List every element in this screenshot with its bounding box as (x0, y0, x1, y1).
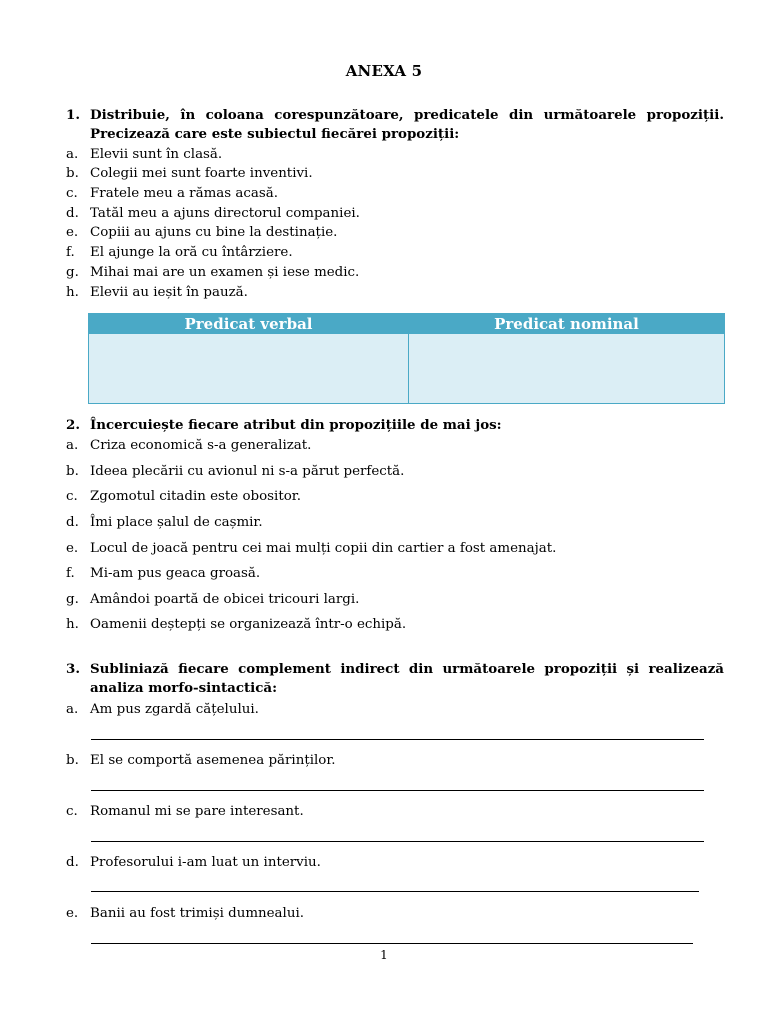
item-letter: g. (66, 265, 79, 280)
list-item (66, 145, 222, 164)
item-text: Locul de joacă pentru cei mai mulți copii din cartier a fost amenajat. (90, 541, 557, 556)
item-letter: d. (66, 855, 79, 870)
item-letter: d. (66, 206, 79, 221)
item-letter: d. (66, 515, 79, 530)
item-letter: e. (66, 541, 79, 556)
item-letter: f. (66, 566, 75, 581)
list-item (66, 223, 337, 242)
item-text: Profesorului i-am luat un interviu. (90, 855, 321, 870)
table-header (89, 314, 724, 334)
list-item (66, 204, 360, 223)
item-text: Îmi place șalul de cașmir. (90, 515, 263, 530)
exercise-number: 1. (66, 107, 80, 123)
item-letter: c. (66, 186, 78, 201)
list-item (66, 462, 404, 481)
list-item (66, 283, 248, 302)
item-letter: h. (66, 617, 79, 632)
item-text: Colegii mei sunt foarte inventivi. (90, 166, 313, 181)
list-item (66, 564, 260, 583)
item-letter: a. (66, 702, 79, 717)
exercise-prompt: Subliniază fiecare complement indirect din următoarele propoziții și realizează analiza morfo-sintactică: (90, 661, 724, 696)
item-text: Tatăl meu a ajuns directorul companiei. (90, 206, 360, 221)
answer-cell-nominal[interactable] (409, 334, 724, 403)
item-letter: f. (66, 245, 75, 260)
list-item (66, 539, 556, 558)
exercise-number: 2. (66, 417, 80, 433)
item-letter: b. (66, 464, 79, 479)
item-text: Romanul mi se pare interesant. (90, 804, 304, 819)
item-text: Criza economică s-a generalizat. (90, 438, 312, 453)
answer-line[interactable] (91, 943, 693, 944)
exercise-number: 3. (66, 661, 80, 677)
list-item (66, 164, 313, 183)
list-item (66, 263, 359, 282)
list-item (66, 590, 359, 609)
item-letter: c. (66, 489, 78, 504)
item-text: Zgomotul citadin este obositor. (90, 489, 301, 504)
list-item (66, 487, 301, 506)
page-number: 1 (380, 948, 388, 962)
list-item (66, 802, 304, 821)
answer-line[interactable] (91, 891, 699, 892)
table-body (89, 334, 724, 403)
item-text: Am pus zgardă cățelului. (90, 702, 259, 717)
exercise-prompt: Distribuie, în coloana corespunzătoare, predicatele din următoarele propoziții. Precizează care este subiectul fiecărei propoziții: (90, 107, 724, 142)
exercise-3-heading (66, 660, 724, 698)
item-letter: a. (66, 147, 79, 162)
item-text: El se comportă asemenea părinților. (90, 753, 336, 768)
exercise-prompt: Încercuiește fiecare atribut din propozițiile de mai jos: (90, 417, 502, 433)
column-divider (408, 334, 409, 403)
column-header-verbal: Predicat verbal (184, 315, 313, 333)
item-letter: b. (66, 753, 79, 768)
answer-line[interactable] (91, 841, 704, 842)
item-text: Copiii au ajuns cu bine la destinație. (90, 225, 338, 240)
item-letter: a. (66, 438, 79, 453)
item-text: Banii au fost trimiși dumnealui. (90, 906, 304, 921)
list-item (66, 513, 263, 532)
item-letter: e. (66, 225, 79, 240)
item-letter: e. (66, 906, 79, 921)
answer-line[interactable] (91, 739, 704, 740)
exercise-1-heading (66, 106, 724, 144)
item-text: Mi-am pus geaca groasă. (90, 566, 261, 581)
item-letter: h. (66, 285, 79, 300)
item-letter: g. (66, 592, 79, 607)
item-text: Fratele meu a rămas acasă. (90, 186, 278, 201)
list-item (66, 751, 336, 770)
item-text: Elevii au ieșit în pauză. (90, 285, 248, 300)
list-item (66, 700, 259, 719)
item-letter: b. (66, 166, 79, 181)
answer-line[interactable] (91, 790, 704, 791)
list-item (66, 243, 293, 262)
list-item (66, 615, 406, 634)
answer-cell-verbal[interactable] (89, 334, 408, 403)
exercise-2-heading (66, 416, 724, 435)
item-letter: c. (66, 804, 78, 819)
predicate-table (88, 313, 725, 404)
item-text: Mihai mai are un examen și iese medic. (90, 265, 360, 280)
item-text: El ajunge la oră cu întârziere. (90, 245, 293, 260)
list-item (66, 184, 278, 203)
item-text: Ideea plecării cu avionul ni s-a părut perfectă. (90, 464, 405, 479)
list-item (66, 904, 304, 923)
list-item (66, 436, 311, 455)
column-header-nominal: Predicat nominal (494, 315, 639, 333)
list-item (66, 853, 321, 872)
item-text: Oamenii deștepți se organizează într-o echipă. (90, 617, 407, 632)
item-text: Elevii sunt în clasă. (90, 147, 223, 162)
item-text: Amândoi poartă de obicei tricouri largi. (90, 592, 360, 607)
page-title: ANEXA 5 (345, 62, 423, 80)
